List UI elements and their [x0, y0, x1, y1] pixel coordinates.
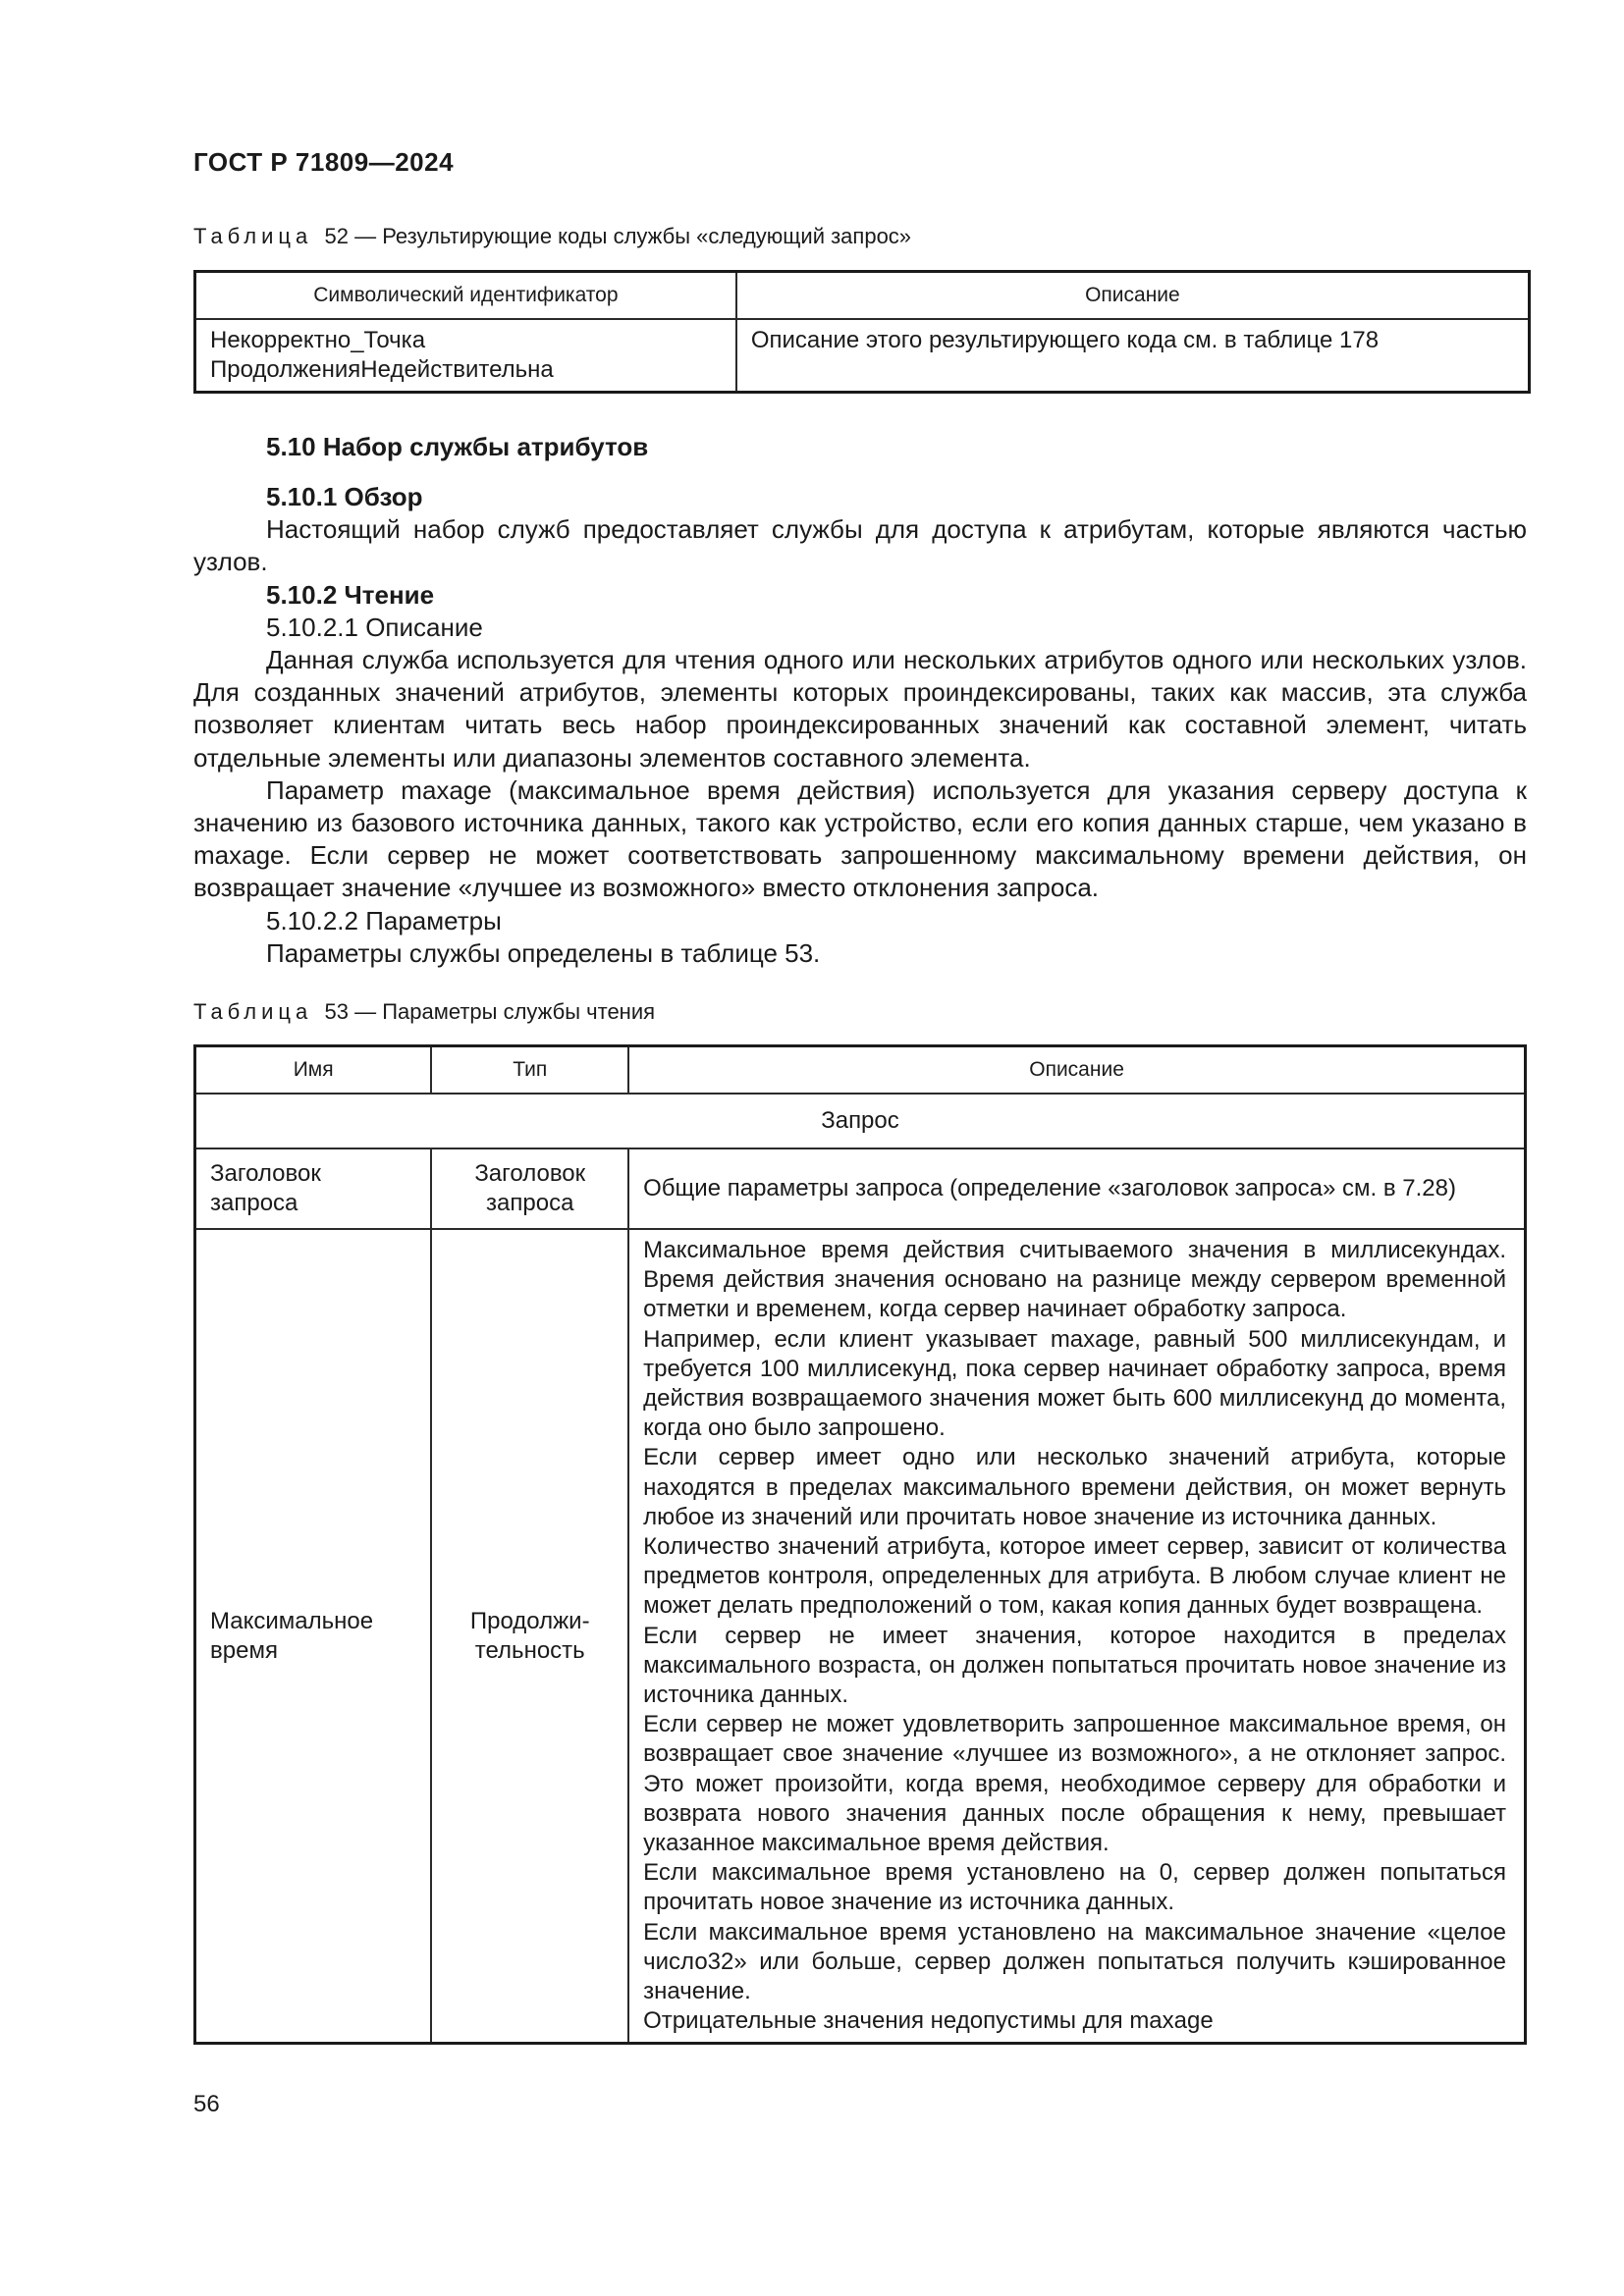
overview-heading: 5.10.1 Обзор [266, 482, 423, 511]
description-paragraph-1: Данная служба используется для чтения одного или нескольких атрибутов одного или нескольких узлов. Для созданных значений атрибутов, элементы которых проиндексированы, таких как массив, эта служба позволяет клиентам читать весь набор проиндексированных значений как составной элемент, читать отдельные элементы или диапазоны элементов составного элемента. [193, 645, 1527, 773]
table52-header-row [195, 272, 1530, 320]
table53-col-description: Описание [628, 1046, 1525, 1095]
table53-row2-type-line2: тельность [474, 1636, 585, 1664]
table53-row1-type-line1: Заголовок [474, 1160, 586, 1187]
row2-paragraph: Максимальное время действия считываемого значения в миллисекундах. Время действия значения основано на разнице между сервером временной отметки и временем, когда сервер начинает обработку запроса. [643, 1237, 1506, 1323]
table53-row1-type-line2: запроса [486, 1190, 574, 1216]
table53-row1-name [195, 1148, 432, 1229]
table52-id-line2: ПродолженияНедействительна [210, 356, 554, 383]
document-code: ГОСТ Р 71809—2024 [193, 147, 455, 177]
table52-id-line1: Некорректно_Точка [210, 327, 426, 353]
table53 [193, 1044, 1527, 2045]
table52-cell-description: Описание этого результирующего кода см. в таблице 178 [736, 319, 1530, 393]
read-heading: 5.10.2 Чтение [266, 579, 435, 610]
row2-paragraph: Количество значений атрибута, которое имеет сервер, зависит от количества предметов контроля, определенных для атрибута. В любом случае клиент не может делать предположений о том, какая копия данных будет возвращена. [643, 1533, 1506, 1620]
table52-col-id: Символический идентификатор [195, 272, 736, 320]
table53-row1-name-line2: запроса [210, 1190, 298, 1216]
row2-paragraph: Если сервер не имеет значения, которое находится в пределах максимального возраста, он должен попытаться прочитать новое значение из источника данных. [643, 1622, 1506, 1709]
table53-row2-description [628, 1229, 1525, 2044]
row2-paragraph: Если максимальное время установлено на 0, сервер должен попытаться прочитать новое значение из источника данных. [643, 1859, 1506, 1916]
table53-caption-text: 53 — Параметры службы чтения [324, 999, 656, 1024]
table53-caption [193, 999, 655, 1025]
table53-row1-description: Общие параметры запроса (определение «заголовок запроса» см. в 7.28) [628, 1148, 1525, 1229]
table53-section-row [195, 1094, 1526, 1148]
table53-row2-name [195, 1229, 432, 2044]
row2-paragraph: Если максимальное время установлено на максимальное значение «целое число32» или больше, сервер должен попытаться получить кэшированное значение. [643, 1918, 1506, 2005]
table53-row2-name-line1: Максимальное [210, 1607, 374, 1634]
row2-paragraph: Отрицательные значения недопустимы для maxage [643, 2007, 1214, 2035]
row2-paragraph: Например, если клиент указывает maxage, равный 500 миллисекундам, и требуется 100 миллисекунд, пока сервер начинает обработку запроса, время действия возвращаемого значения может быть 600 миллисекунд до момента, когда оно было запрошено. [643, 1325, 1506, 1442]
table52-caption [193, 224, 911, 249]
description-paragraph-2: Параметр maxage (максимальное время действия) используется для указания серверу доступа к значению из базового источника данных, такого как устройство, если его копия данных старше, чем указано в maxage. Если сервер не может соответствовать запрошенному максимальному времени действия, он возвращает значение «лучшее из возможного» вместо отклонения запроса. [193, 774, 1527, 903]
table53-section-request: Запрос [195, 1094, 1526, 1148]
table52-caption-label: Таблица [193, 224, 313, 248]
table53-row1-name-line1: Заголовок [210, 1160, 321, 1187]
row2-paragraph: Если сервер имеет одно или несколько значений атрибута, которые находятся в пределах максимального времени действия, он может вернуть любое из значений или прочитать новое значение из источника данных. [643, 1444, 1506, 1530]
table52 [193, 270, 1531, 394]
table53-header-row [195, 1046, 1526, 1095]
table-row [195, 319, 1530, 393]
table52-cell-id [195, 319, 736, 393]
table53-row2-name-line2: время [210, 1636, 278, 1664]
table53-row2-type-line1: Продолжи- [469, 1607, 590, 1634]
table-row [195, 1229, 1526, 2044]
table53-col-name: Имя [195, 1046, 432, 1095]
parameters-heading: 5.10.2.2 Параметры [266, 905, 502, 935]
table53-caption-label: Таблица [193, 999, 313, 1024]
table52-caption-text: 52 — Результирующие коды службы «следующий запрос» [324, 224, 912, 248]
row2-paragraph: Если сервер не может удовлетворить запрошенное максимальное время, он возвращает свое значение «лучшее из возможного», а не отклоняет запрос. Это может произойти, когда время, необходимое серверу для обработки и возврата нового значения данных после обращения к нему, превышает указанное максимальное время действия. [643, 1711, 1506, 1857]
table-row [195, 1148, 1526, 1229]
overview-text: Настоящий набор служб предоставляет службы для доступа к атрибутам, которые являются частью узлов. [193, 514, 1527, 577]
table53-row2-type [431, 1229, 628, 2044]
table53-col-type: Тип [431, 1046, 628, 1095]
page-number: 56 [193, 2091, 220, 2117]
parameters-text: Параметры службы определены в таблице 53. [266, 937, 821, 968]
description-heading: 5.10.2.1 Описание [266, 612, 483, 642]
table53-row1-type [431, 1148, 628, 1229]
section-body [193, 481, 1527, 970]
table52-col-description: Описание [736, 272, 1530, 320]
section-heading: 5.10 Набор службы атрибутов [266, 432, 649, 461]
